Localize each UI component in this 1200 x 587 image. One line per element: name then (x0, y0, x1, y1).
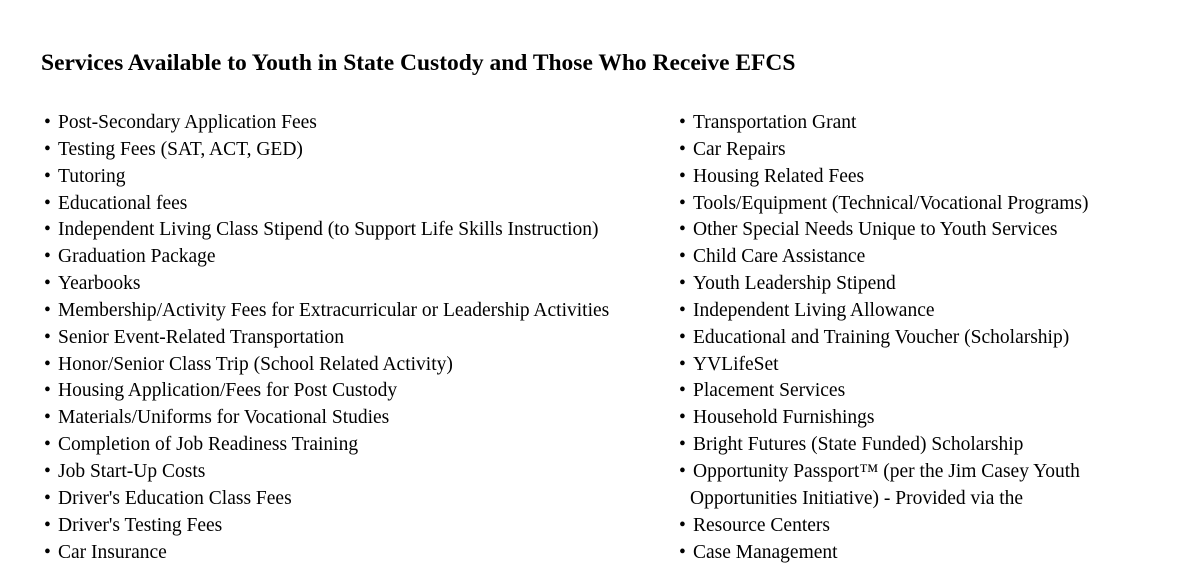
list-item-label: Testing Fees (SAT, ACT, GED) (58, 138, 303, 160)
bullet-icon: • (44, 434, 51, 456)
bullet-icon: • (44, 112, 51, 133)
bullet-icon: • (679, 514, 686, 536)
list-item (44, 191, 664, 218)
page-title: Services Available to Youth in State Custody and Those Who Receive EFCS (41, 50, 796, 76)
list-item (679, 217, 1179, 244)
list-item-label: Materials/Uniforms for Vocational Studies (58, 407, 390, 429)
list-item-label: Opportunity Passport™ (per the Jim Casey Youth (693, 460, 1080, 482)
services-list-right (679, 110, 1179, 566)
bullet-icon: • (44, 514, 51, 536)
list-item (679, 459, 1179, 513)
list-item (44, 486, 664, 513)
list-item (44, 432, 664, 459)
list-item-label: Case Management (693, 541, 838, 563)
list-item-label: Independent Living Class Stipend (to Support Life Skills Instruction) (58, 219, 599, 241)
bullet-icon: • (679, 138, 686, 160)
bullet-icon: • (679, 380, 686, 402)
bullet-icon: • (44, 353, 51, 375)
bullet-icon: • (679, 165, 686, 187)
list-item (44, 459, 664, 486)
list-item-label: Honor/Senior Class Trip (School Related Activity) (58, 353, 453, 375)
list-item-label: Post-Secondary Application Fees (58, 112, 317, 133)
list-item-label: Transportation Grant (693, 112, 857, 133)
bullet-icon: • (44, 273, 51, 295)
list-item (679, 540, 1179, 567)
list-item-label: Child Care Assistance (693, 246, 866, 268)
list-item (679, 191, 1179, 218)
bullet-icon: • (679, 460, 686, 482)
list-item-label: Educational fees (58, 192, 188, 214)
list-item-label: Bright Futures (State Funded) Scholarship (693, 434, 1024, 456)
list-item-label: Housing Related Fees (693, 165, 865, 187)
list-item (44, 325, 664, 352)
list-item-continuation: Opportunities Initiative) - Provided via the (690, 487, 1024, 509)
list-item-label: YVLifeSet (693, 353, 779, 375)
services-list-left (44, 110, 664, 566)
list-item-label: Tutoring (58, 165, 126, 187)
bullet-icon: • (679, 219, 686, 241)
list-item-label: Car Insurance (58, 541, 167, 563)
bullet-icon: • (679, 192, 686, 214)
bullet-icon: • (679, 299, 686, 321)
list-item-label: Graduation Package (58, 246, 216, 268)
list-item (44, 271, 664, 298)
list-item-label: Independent Living Allowance (693, 299, 935, 321)
list-item (44, 352, 664, 379)
list-item-label: Completion of Job Readiness Training (58, 434, 359, 456)
list-item (679, 352, 1179, 379)
list-item (679, 432, 1179, 459)
list-item-label: Membership/Activity Fees for Extracurricular or Leadership Activities (58, 299, 610, 321)
bullet-icon: • (44, 380, 51, 402)
list-item-label: Housing Application/Fees for Post Custody (58, 380, 398, 402)
list-item-label: Job Start-Up Costs (58, 460, 206, 482)
list-item (44, 217, 664, 244)
list-item-label: Senior Event-Related Transportation (58, 326, 344, 348)
list-item (679, 298, 1179, 325)
list-item (44, 378, 664, 405)
list-item (44, 405, 664, 432)
bullet-icon: • (44, 299, 51, 321)
bullet-icon: • (679, 407, 686, 429)
list-item-label: Driver's Education Class Fees (58, 487, 292, 509)
list-item (44, 164, 664, 191)
bullet-icon: • (679, 326, 686, 348)
bullet-icon: • (679, 273, 686, 295)
bullet-icon: • (44, 326, 51, 348)
list-item (679, 405, 1179, 432)
bullet-icon: • (44, 165, 51, 187)
list-item (679, 271, 1179, 298)
list-item-label: Driver's Testing Fees (58, 514, 223, 536)
list-item (679, 164, 1179, 191)
list-item-label: Other Special Needs Unique to Youth Services (693, 219, 1058, 241)
bullet-icon: • (44, 219, 51, 241)
list-item (44, 244, 664, 271)
list-item-label: Car Repairs (693, 138, 786, 160)
list-item (44, 298, 664, 325)
bullet-icon: • (44, 246, 51, 268)
bullet-icon: • (679, 353, 686, 375)
list-item (679, 378, 1179, 405)
list-item-label: Youth Leadership Stipend (693, 273, 896, 295)
bullet-icon: • (44, 407, 51, 429)
bullet-icon: • (679, 541, 686, 563)
list-item-label: Resource Centers (693, 514, 830, 536)
list-item (679, 513, 1179, 540)
bullet-icon: • (44, 192, 51, 214)
list-item-label: Household Furnishings (693, 407, 875, 429)
list-item-label: Tools/Equipment (Technical/Vocational Programs) (693, 192, 1089, 214)
list-item (44, 110, 664, 137)
list-item (44, 513, 664, 540)
list-item (679, 137, 1179, 164)
list-item (679, 110, 1179, 137)
list-item (44, 540, 664, 567)
bullet-icon: • (679, 112, 686, 133)
bullet-icon: • (44, 541, 51, 563)
list-item (679, 244, 1179, 271)
bullet-icon: • (679, 434, 686, 456)
list-item-label: Placement Services (693, 380, 846, 402)
list-item-label: Educational and Training Voucher (Scholarship) (693, 326, 1070, 348)
list-item-label: Yearbooks (58, 273, 141, 295)
bullet-icon: • (679, 246, 686, 268)
list-item (44, 137, 664, 164)
bullet-icon: • (44, 138, 51, 160)
list-item (679, 325, 1179, 352)
bullet-icon: • (44, 460, 51, 482)
bullet-icon: • (44, 487, 51, 509)
